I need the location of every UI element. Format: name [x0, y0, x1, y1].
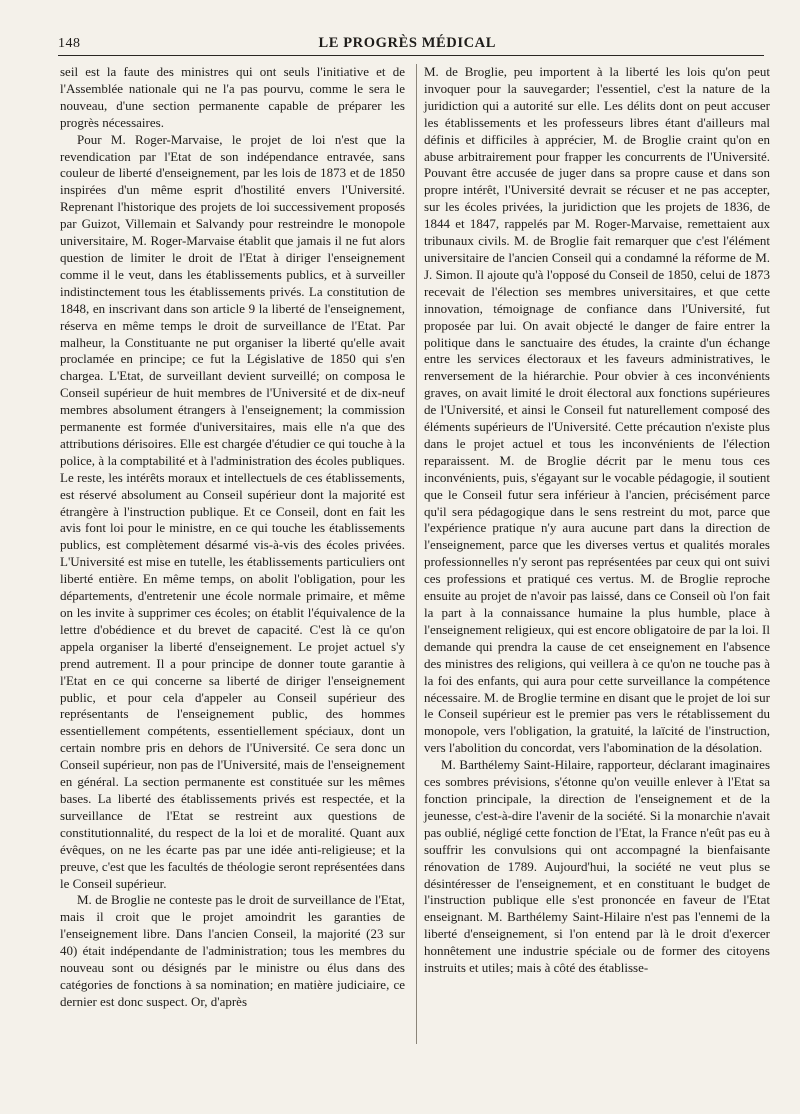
- paragraph: M. de Broglie, peu importent à la liberté les lois qu'on peut invoquer pour la sauvegarder; l'essentiel, c'est la nature de la juridiction qui a autorité sur elle. Les délits dont on peut accuser les établissements et les professeurs libres étant d'ailleurs mal définis et difficiles à apprécier, M. de Broglie craint qu'on en abuse arbitrairement pour frapper les concurrents de l'Université. Pouvant être accusée de juger dans sa propre cause et dans son propre intérêt, l'Université devrait se récuser et ne pas accepter, sur les écoles privées, la juridiction que les projets de 1836, de 1844 et 1847, rappelés par M. Roger-Marvaise, remettaient aux tribunaux civils. M. de Broglie fait remarquer que c'est l'élément universitaire de l'ancien Conseil qui a condamné la réforme de M. J. Simon. Il ajoute qu'à l'opposé du Conseil de 1850, celui de 1873 recevait de l'élection ses membres universitaires, et que cette innovation, témoignage de confiance dans l'Université, fut proposée par lui. On avait objecté le danger de faire entrer la politique dans le sanctuaire des études, la crainte d'un échange entre les services électoraux et les faveurs administratives, le renversement de la hiérarchie. Pour obvier à ces inconvénients graves, on avait limité le droit électoral aux fonctions supérieures de l'Université, et ainsi le Conseil fut naturellement composé des éléments supérieurs de l'Université. Cette précaution n'existe plus dans le projet actuel et tous les inconvénients de l'élection reparaissent. M. de Broglie décrit par le menu tous ces inconvénients, puis, s'égayant sur le vocable pédagogie, il soutient que le Conseil futur sera inférieur à l'ancien, précisément parce qu'il sera pédagogique dans le sens restreint du mot, parce que l'expérience pratique n'y aura aucune part dans la direction de l'enseignement, parce que les diverses vertus et qualités morales professionnelles n'y seront pas représentées par ceux qui ont suivi ces professions et pratiqué ces vertus. M. de Broglie reproche ensuite au projet de n'avoir pas laissé, dans ce Conseil où l'on fait la part à la connaissance humaine la plus humble, place à l'enseignement religieux, qui est encore obligatoire de par la loi. Il demande qui prendra la cause de cet enseignement en l'absence des ministres des religions, qui veillera à ce qu'on ne touche pas à la foi des enfants, qui aura pour cette surveillance la compétence nécessaire. M. de Broglie termine en disant que le projet de loi sur le Conseil supérieur est le premier pas vers le rétablissement du monopole, vers l'obligation, la gratuité, la laïcité de l'instruction, vers l'abolition du concordat, vers l'abomination de la désolation.: [424, 64, 770, 756]
- paragraph: M. de Broglie ne conteste pas le droit de surveillance de l'Etat, mais il croit que le projet amoindrit les garanties de l'enseignement libre. Dans l'ancien Conseil, la majorité (23 sur 40) était indépendante de l'administration; tous les membres du nouveau sont ou désignés par le ministre ou élus dans des catégories de fonctions à sa nomination; en matière judiciaire, ce dernier est donc suspect. Or, d'après: [60, 892, 405, 1009]
- journal-title: LE PROGRÈS MÉDICAL: [318, 35, 497, 51]
- header-rule: [58, 55, 764, 56]
- paragraph: M. Barthélemy Saint-Hilaire, rapporteur, déclarant imaginaires ces sombres prévisions, s'étonne qu'on veuille enlever à l'Etat sa fonction principale, la direction de l'enseignement et de la jeunesse, c'est-à-dire l'avenir de la société. Si la monarchie n'avait pas oublié, négligé cette fonction de l'Etat, la France n'eût pas eu à souffrir les convulsions qui ont accompagné la bienfaisante rénovation de 1789. Aujourd'hui, la société ne veut plus se désintéresser de l'enseignement, et en constituant le budget de l'instruction publique elle s'est prononcée en faveur de l'Etat enseignant. M. Barthélemy Saint-Hilaire n'est pas l'ennemi de la liberté d'enseignement, si l'on entend par là le droit d'exercer honnêtement une industrie spéciale ou de former des citoyens instruits et utiles; mais à côté des établisse-: [424, 757, 770, 976]
- paragraph: seil est la faute des ministres qui ont seuls l'initiative et de l'Assemblée nationale qui ne l'a pas pourvu, comme le sera le nouveau, d'une section permanente capable de préparer les progrès nécessaires.: [60, 64, 405, 130]
- page-number: 148: [58, 36, 81, 51]
- column-divider: [416, 64, 417, 1044]
- page-header: [58, 30, 764, 52]
- right-column: [424, 64, 770, 977]
- left-column: [60, 64, 405, 1011]
- paragraph: Pour M. Roger-Marvaise, le projet de loi n'est que la revendication par l'Etat de son indépendance entravée, sans couleur de liberté d'enseignement, par les lois de 1873 et de 1850 inspirées d'un même esprit d'hostilité envers l'Université. Reprenant l'historique des projets de loi successivement proposés par Guizot, Villemain et Salvandy pour restreindre le monopole universitaire, M. Roger-Marvaise établit que jamais il ne fut alors question de limiter le droit de l'Etat à diriger l'enseignement comme il le veut, dans les établissements publics, et à surveiller indistinctement tous les établissements privés. La constitution de 1848, en inscrivant dans son article 9 la liberté de l'enseignement, réserva en même temps le droit de surveillance de l'Etat. Par malheur, la Constituante ne put organiser la liberté qu'elle avait proclamée en principe; ce fut la Législative de 1850 qui s'en chargea. L'Etat, de surveillant devient surveillé; on composa le Conseil supérieur de huit membres de l'Université et de dix-neuf membres absolument étrangers à l'enseignement; la commission permanente est formée d'universitaires, mais elle n'a que des attributions dérisoires. Elle est chargée d'étudier ce qui touche à la police, à la comptabilité et à l'administration des écoles publiques. Le reste, les intérêts moraux et intellectuels de ces établissements, est réservé absolument au Conseil supérieur dont la majorité est étrangère à l'instruction publique. Et ce Conseil, dont en fait les avis font loi pour le ministre, en ce qui touche les établissements publics, est complètement désarmé vis-à-vis des écoles privées. L'Université est mise en tutelle, les établissements particuliers ont liberté entière. En même temps, on abolit l'obligation, pour les départements, d'entretenir une école normale primaire, et même on les invite à supprimer ces écoles; on établit l'équivalence de la lettre d'obédience et du brevet de capacité. C'est là ce qu'on appela organiser la liberté d'enseignement. Le projet actuel s'y prend autrement. Il a pour principe de donner toute garantie à l'Etat en ce qui concerne sa liberté de diriger l'enseignement public, et pour cela d'appeler au Conseil supérieur des représentants de l'enseignement public, des hommes essentiellement compétents, essentiellement spéciaux, dont un certain nombre pris en dehors de l'Université. Ce sera donc un Conseil supérieur, non pas de l'Université, mais de l'enseignement en général. La section permanente est constituée sur les mêmes bases. La liberté des établissements privés est respectée, et la surveillance de l'Etat se restreint aux questions de constitutionnalité, du respect de la loi et de moralité. Quant aux évêques, on ne les écarte pas par une idée anti-religieuse; et la preuve, c'est que les facultés de théologie seront représentées dans le Conseil supérieur.: [60, 131, 405, 891]
